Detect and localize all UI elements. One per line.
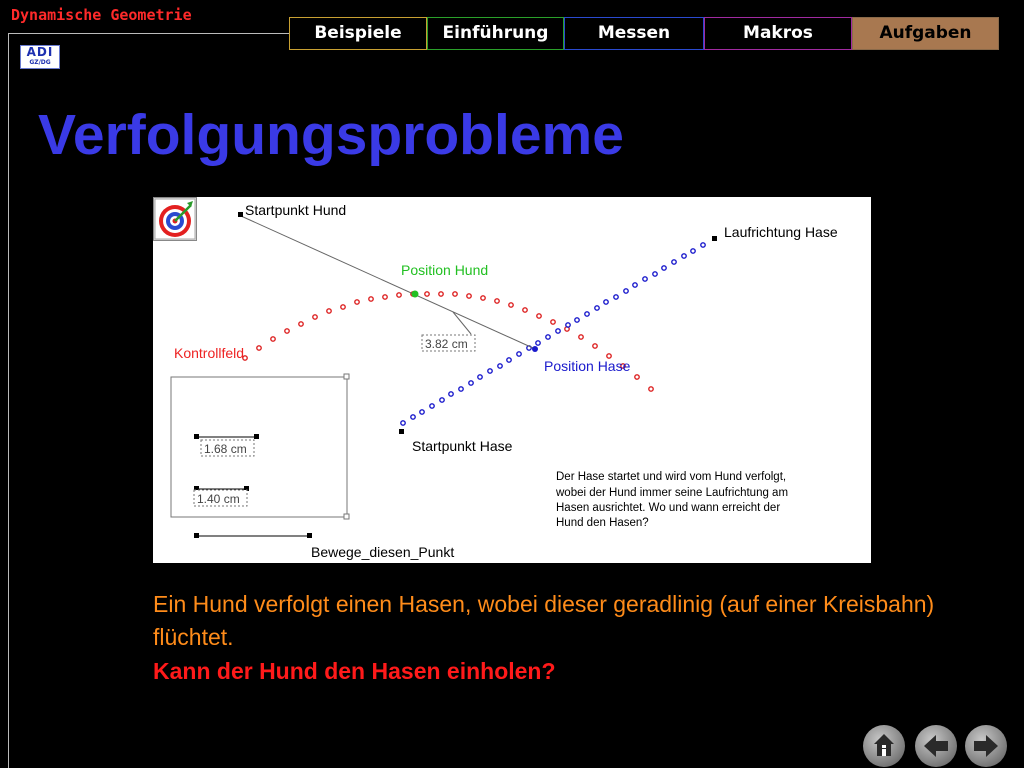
label-ctrl1: 1.68 cm — [204, 442, 247, 456]
hase-trace-dot — [507, 358, 511, 362]
hase-trace-dot — [488, 369, 492, 373]
caption-text: Ein Hund verfolgt einen Hasen, wobei dieser geradlinig (auf einer Kreisbahn) flüchtet. — [153, 591, 935, 650]
hund-trace-dot — [523, 308, 527, 312]
label-position-hund: Position Hund — [401, 262, 489, 278]
hase-trace-dot — [643, 277, 647, 281]
hund-trace-dot — [285, 329, 289, 333]
hase-trace-dot — [517, 352, 521, 356]
hase-trace-dot — [401, 421, 405, 425]
label-start-hase: Startpunkt Hase — [412, 438, 513, 454]
question-text: Kann der Hund den Hasen einholen? — [153, 658, 556, 684]
hund-trace-dot — [495, 299, 499, 303]
start-hund-point[interactable] — [238, 212, 243, 217]
adi-logo[interactable] — [20, 45, 60, 69]
hund-trace-dot — [509, 303, 513, 307]
description-line: Hund den Hasen? — [556, 517, 649, 529]
hund-trace-dot — [299, 322, 303, 326]
hund-trace-dot — [453, 292, 457, 296]
tab-einfuehrung[interactable]: Einführung — [427, 17, 564, 50]
description-text — [555, 471, 791, 529]
hund-trace-dot — [355, 300, 359, 304]
hund-trace-dot — [467, 294, 471, 298]
start-hase-point[interactable] — [399, 429, 404, 434]
target-icon[interactable] — [153, 197, 197, 241]
label-laufrichtung-hase: Laufrichtung Hase — [724, 224, 838, 240]
hund-trace-dot — [579, 335, 583, 339]
description-line: wobei der Hund immer seine Laufrichtung am — [556, 487, 789, 499]
tab-beispiele[interactable]: Beispiele — [289, 17, 427, 50]
hund-trace-dot — [537, 314, 541, 318]
hund-trace-dot — [383, 295, 387, 299]
description-line: Der Hase startet und wird vom Hund verfolgt, — [556, 471, 787, 483]
hase-trace-dot — [672, 260, 676, 264]
hase-trace-dot — [575, 318, 579, 322]
hund-trace-dot — [341, 305, 345, 309]
label-distance: 3.82 cm — [425, 337, 468, 351]
hase-trace-dot — [682, 254, 686, 258]
forward-button[interactable] — [965, 725, 1007, 767]
hund-trace-dot — [635, 375, 639, 379]
hase-trace-dot — [420, 410, 424, 414]
hund-trace-dot — [439, 292, 443, 296]
hase-trace-dot — [498, 364, 502, 368]
hund-trace-dot — [551, 320, 555, 324]
hase-trace-dot — [546, 335, 550, 339]
back-button[interactable] — [915, 725, 957, 767]
hase-trace-dot — [653, 272, 657, 276]
home-button[interactable] — [863, 725, 905, 767]
hund-trace-dot — [425, 292, 429, 296]
position-hase-point[interactable] — [532, 346, 538, 352]
position-hund-point[interactable] — [412, 291, 419, 298]
bewege-point[interactable] — [307, 533, 312, 538]
label-start-hund: Startpunkt Hund — [245, 202, 347, 218]
label-bewege: Bewege_diesen_Punkt — [311, 544, 455, 560]
hase-trace-dot — [662, 266, 666, 270]
hase-trace-dot — [701, 243, 705, 247]
hase-trace-dot — [566, 323, 570, 327]
hase-trace-dot — [440, 398, 444, 402]
hase-trace-dot — [595, 306, 599, 310]
laufrichtung-point[interactable] — [712, 236, 717, 241]
hase-trace-dot — [449, 392, 453, 396]
sight-line — [241, 216, 533, 348]
logo-line2: GZ/DG — [29, 59, 51, 66]
bewege-start[interactable] — [194, 533, 199, 538]
hund-trace-dot — [593, 344, 597, 348]
distance-pointer — [453, 312, 471, 334]
hase-trace-dot — [430, 404, 434, 408]
page-title: Verfolgungsprobleme — [38, 103, 624, 167]
logo-line1: ADI — [26, 45, 54, 59]
description-line: Hasen ausrichtet. Wo und wann erreicht der — [556, 502, 781, 514]
tab-makros[interactable]: Makros — [704, 17, 852, 50]
label-kontrollfeld: Kontrollfeld — [174, 345, 245, 361]
ctrl1-end[interactable] — [254, 434, 259, 439]
hase-trace-dot — [556, 329, 560, 333]
app-title: Dynamische Geometrie — [11, 6, 192, 24]
hund-trace-dot — [649, 387, 653, 391]
figure-canvas — [153, 197, 871, 563]
hase-trace-dot — [691, 249, 695, 253]
hase-trace-dot — [633, 283, 637, 287]
frame-line-left — [8, 33, 9, 768]
hase-trace-dot — [478, 375, 482, 379]
geometry-figure — [153, 197, 871, 563]
label-ctrl2: 1.40 cm — [197, 492, 240, 506]
tab-aufgaben[interactable]: Aufgaben — [852, 17, 999, 50]
hase-trace-dot — [585, 312, 589, 316]
home-icon — [863, 725, 905, 767]
arrow-right-icon — [965, 725, 1007, 767]
hund-trace-dot — [313, 315, 317, 319]
hase-trace-dot — [469, 381, 473, 385]
hund-trace-dot — [257, 346, 261, 350]
kontrollfeld-handle-top[interactable] — [344, 374, 349, 379]
tab-messen[interactable]: Messen — [564, 17, 704, 50]
hase-trace-dot — [459, 387, 463, 391]
frame-line-top — [8, 33, 290, 34]
ctrl1-start[interactable] — [194, 434, 199, 439]
kontrollfeld-handle-bottom[interactable] — [344, 514, 349, 519]
hase-trace-dot — [536, 341, 540, 345]
hase-trace-dot — [624, 289, 628, 293]
arrow-left-icon — [915, 725, 957, 767]
hund-trace-dot — [369, 297, 373, 301]
hund-trace-dot — [481, 296, 485, 300]
hase-trace-dot — [604, 300, 608, 304]
hase-trace-dot — [614, 295, 618, 299]
hund-trace-dot — [397, 293, 401, 297]
label-position-hase: Position Hase — [544, 358, 631, 374]
hund-trace-dot — [327, 309, 331, 313]
hase-trace-dot — [411, 415, 415, 419]
hund-trace-dot — [271, 337, 275, 341]
